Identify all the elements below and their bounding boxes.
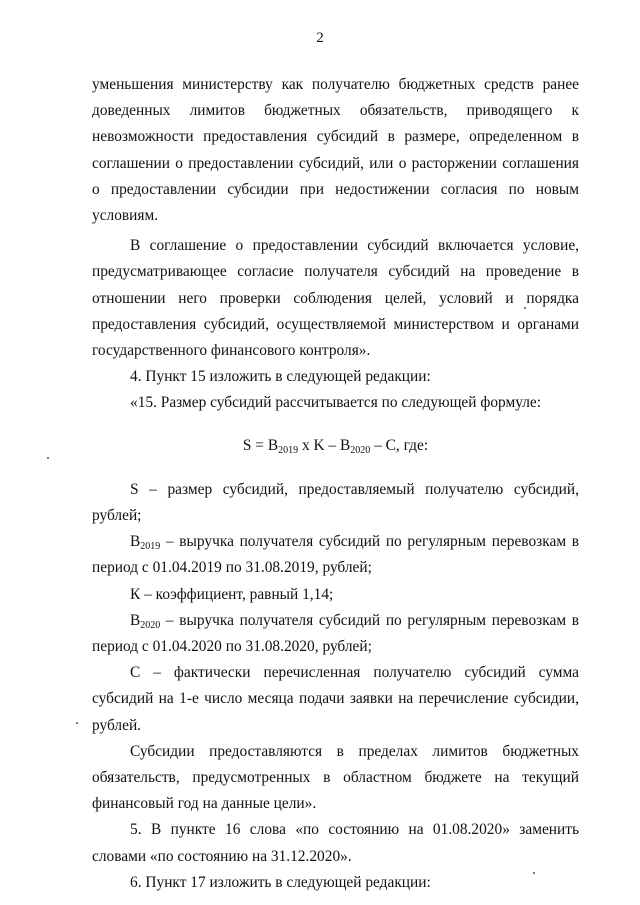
scan-speck	[47, 457, 49, 459]
scan-speck	[76, 722, 78, 724]
b2019-letter: B	[130, 533, 141, 551]
b2019-text: – выручка получателя субсидий по регулярным перевозкам в период с 01.04.2019 по 31.08.2019, рублей;	[92, 533, 579, 577]
paragraph-3: 4. Пункт 15 изложить в следующей редакции:	[130, 368, 431, 386]
formula-part-end: – C, где:	[370, 436, 429, 454]
paragraph-s-definition: S – размер субсидий, предоставляемый получателю субсидий, рублей;	[92, 480, 579, 525]
formula-part-s: S = B	[242, 436, 279, 454]
b2019-sub: 2019	[140, 541, 161, 553]
paragraph-2: В соглашение о предоставлении субсидий включается условие, предусматривающее согласие получателя субсидий на проведение в отношении него проверки соблюдения целей, условий и порядка предоставления субсидий, осуществляемой министерством и органами государственного финансового контроля».	[92, 237, 579, 360]
paragraph-k-definition: К – коэффициент, равный 1,14;	[130, 585, 334, 603]
paragraph-b2019-definition	[92, 529, 579, 581]
paragraph-b2020-definition	[92, 608, 579, 660]
paragraph-item-6: 6. Пункт 17 изложить в следующей редакции:	[130, 873, 431, 891]
paragraph-4: «15. Размер субсидий рассчитывается по следующей формуле:	[130, 394, 542, 412]
paragraph-subsidies-limits: Субсидии предоставляются в пределах лимитов бюджетных обязательств, предусмотренных в областном бюджете на текущий финансовый год на данные цели».	[92, 742, 579, 813]
paragraph-1: уменьшения министерству как получателю бюджетных средств ранее доведенных лимитов бюджетных обязательств, приводящего к невозможности предоставления субсидий в размере, определенном в соглашении о предоставлении субсидий, или о расторжении соглашения о предоставлении субсидии при недостижении согласия по новым условиям.	[92, 76, 579, 225]
page-number: 2	[316, 30, 324, 46]
paragraph-item-5: 5. В пункте 16 слова «по состоянию на 01.08.2020» заменить словами «по состоянию на 31.12.2020».	[92, 821, 579, 865]
b2020-letter: B	[130, 611, 141, 629]
b2020-sub: 2020	[140, 619, 161, 631]
formula	[92, 433, 579, 459]
formula-sub-2019: 2019	[278, 444, 299, 456]
paragraph-c-definition: С – фактически перечисленная получателю субсидий сумма субсидий на 1-е число месяца подачи заявки на перечисление субсидии, рублей.	[92, 664, 579, 734]
formula-sub-2020: 2020	[350, 444, 371, 456]
document-body	[92, 72, 579, 896]
b2020-text: – выручка получателя субсидий по регулярным перевозкам в период с 01.04.2020 по 31.08.2020, рублей;	[92, 611, 579, 656]
scan-speck	[524, 307, 526, 309]
scan-speck	[533, 872, 535, 874]
formula-part-mid: x K – B	[298, 436, 351, 454]
